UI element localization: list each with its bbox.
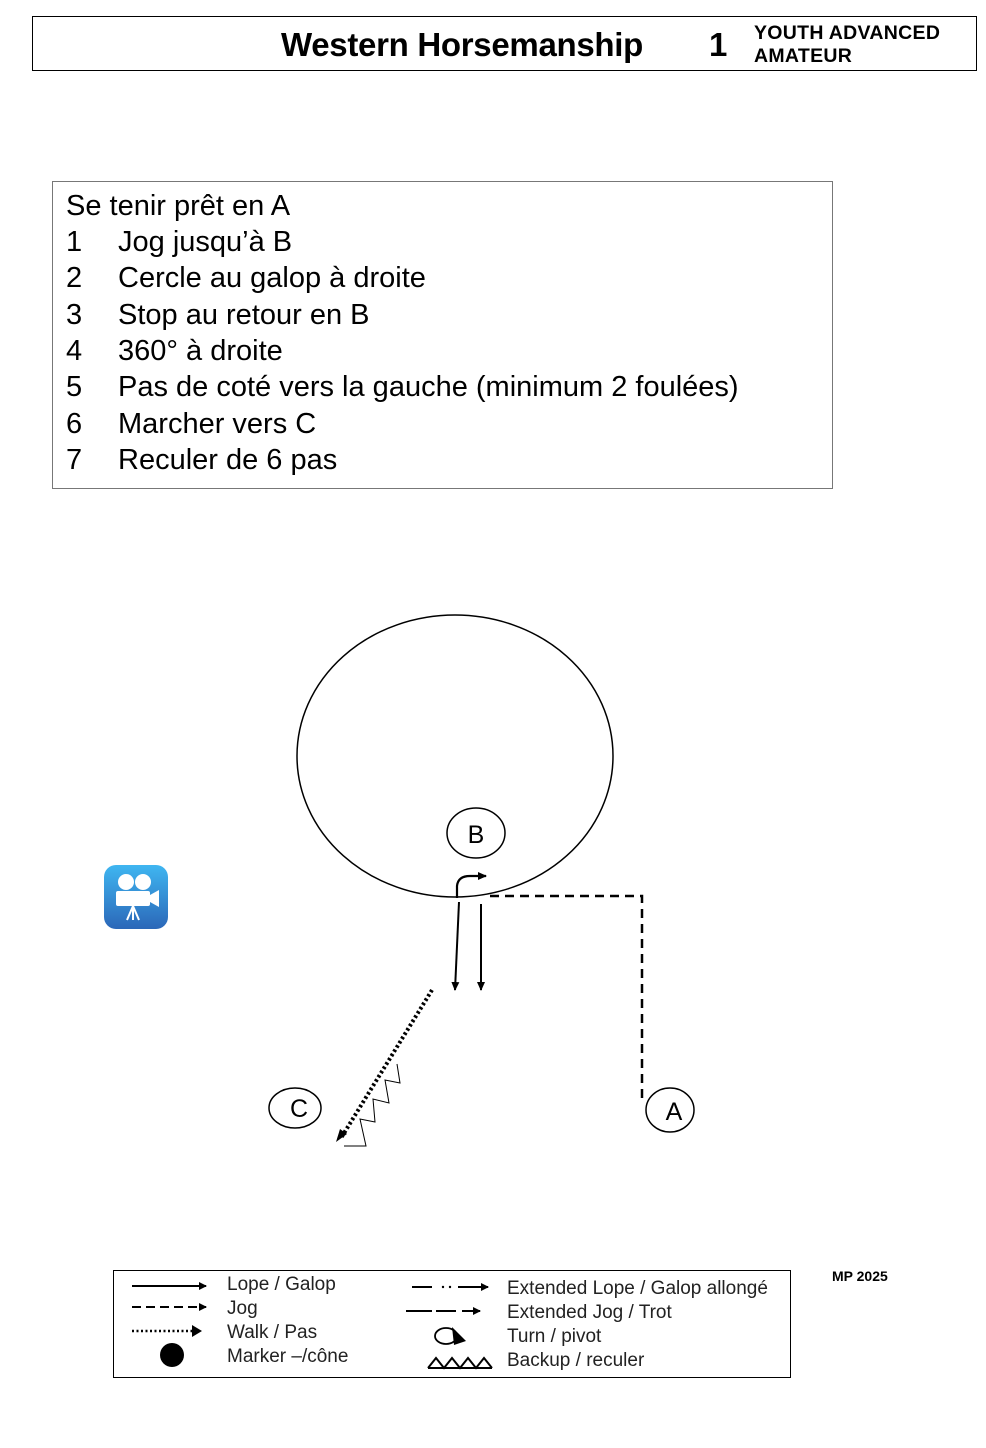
legend-label: Marker –/cône <box>227 1346 349 1367</box>
step-text: Pas de coté vers la gauche (minimum 2 foulées) <box>118 371 739 403</box>
walk-path <box>341 990 432 1138</box>
step-text: Reculer de 6 pas <box>118 444 338 476</box>
legend-label: Lope / Galop <box>227 1274 336 1295</box>
marker-b-label: B <box>467 821 485 849</box>
marker-dot-symbol <box>160 1343 184 1367</box>
step-number: 1 <box>66 226 83 258</box>
step-number: 6 <box>66 408 83 440</box>
pattern-title: Western Horsemanship <box>281 26 643 63</box>
backup-zigzag-symbol <box>428 1358 492 1368</box>
step-text: Cercle au galop à droite <box>118 262 426 294</box>
step-text: 360° à droite <box>118 335 283 367</box>
turn-pivot-symbol <box>435 1327 466 1345</box>
class-line-1: YOUTH ADVANCED <box>754 22 941 44</box>
legend-label: Extended Lope / Galop allongé <box>507 1278 768 1299</box>
step-number: 3 <box>66 299 83 331</box>
footer-code: MP 2025 <box>832 1268 888 1284</box>
video-camera-glyph <box>104 865 168 929</box>
start-instruction: Se tenir prêt en A <box>66 190 291 222</box>
extended-lope-symbol <box>412 1286 488 1288</box>
pattern-number: 1 <box>709 26 728 63</box>
jog-path <box>484 896 642 1098</box>
legend-label: Backup / reculer <box>507 1350 645 1371</box>
video-camera-icon[interactable] <box>104 865 168 929</box>
step-number: 5 <box>66 371 83 403</box>
marker-c-label: C <box>289 1095 309 1123</box>
step-text: Jog jusqu’à B <box>118 226 293 258</box>
legend-label: Turn / pivot <box>507 1326 602 1347</box>
legend-label: Jog <box>227 1298 258 1319</box>
step-text: Stop au retour en B <box>118 299 370 331</box>
backup-zigzag <box>344 1064 400 1146</box>
class-line-2: AMATEUR <box>754 45 853 67</box>
walk-line-symbol <box>132 1325 202 1337</box>
step-number: 7 <box>66 444 83 476</box>
legend-box <box>113 1270 791 1378</box>
legend-label: Extended Jog / Trot <box>507 1302 672 1323</box>
legend-label: Walk / Pas <box>227 1322 318 1343</box>
step-number: 4 <box>66 335 83 367</box>
step-number: 2 <box>66 262 83 294</box>
step-text: Marcher vers C <box>118 408 317 440</box>
lope-arrow-down <box>455 902 459 990</box>
lope-circle-path <box>297 615 613 897</box>
marker-a-label: A <box>665 1098 683 1126</box>
